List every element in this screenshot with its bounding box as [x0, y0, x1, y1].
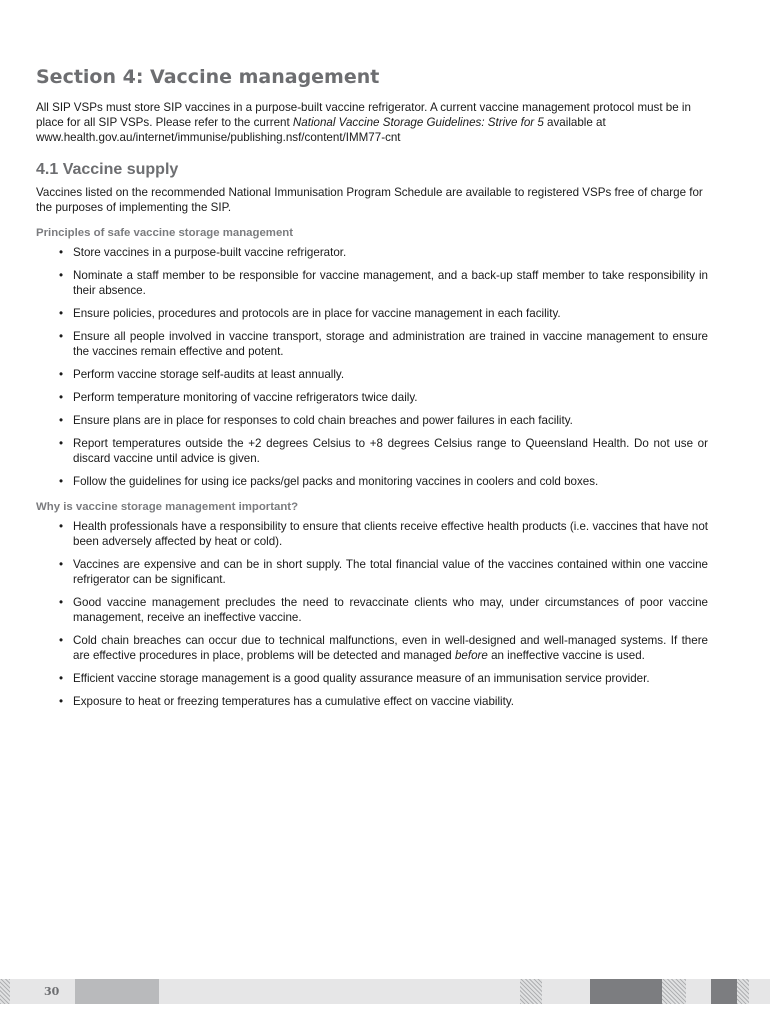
list-item: [36, 367, 708, 382]
footer-bar-segment: [520, 979, 542, 1004]
bullet-icon: •: [59, 330, 64, 343]
list-item-text: Exposure to heat or freezing temperatures has a cumulative effect on vaccine viability.: [73, 695, 515, 708]
bullet-icon: •: [59, 695, 64, 708]
list-item: [36, 306, 708, 321]
list-item: [36, 557, 708, 587]
bullet-icon: •: [59, 596, 64, 609]
list-item-text: Follow the guidelines for using ice packs/gel packs and monitoring vaccines in coolers and cold boxes.: [73, 475, 599, 488]
footer-bar-segment: [0, 979, 10, 1004]
list-item-text: Ensure policies, procedures and protocols are in place for vaccine management in each facility.: [73, 307, 561, 320]
intro-text-part1: All SIP VSPs must store SIP vaccines in a purpose-built vaccine refrigerator. A current vaccine management protocol must be in place for all SIP VSPs. Please refer to the current: [36, 101, 691, 129]
bullet-icon: •: [59, 391, 64, 404]
list-item-text: Good vaccine management precludes the need to revaccinate clients who may, under circumstances of poor vaccine management, receive an ineffective vaccine.: [73, 596, 708, 624]
intro-guidelines-title: National Vaccine Storage Guidelines: Strive for 5: [292, 116, 544, 129]
footer-bar-segment: [159, 979, 520, 1004]
list-item: [36, 633, 708, 663]
list-item-text: Health professionals have a responsibility to ensure that clients receive effective health products (i.e. vaccines that have not been adversely affected by heat or cold).: [73, 520, 708, 548]
bullet-icon: •: [59, 672, 64, 685]
footer-bar-segment: [662, 979, 686, 1004]
bullet-icon: •: [59, 558, 64, 571]
section-intro: [36, 100, 708, 145]
intro-text-part2: available at www.health.gov.au/internet/immunise/publishing.nsf/content/IMM77-cnt: [36, 116, 606, 144]
list-item-text-part1: Cold chain breaches can occur due to technical malfunctions, even in well-designed and well-managed systems. If there are effective procedures in place, problems will be detected and managed: [73, 634, 708, 662]
list-item: [36, 436, 708, 466]
bullet-icon: •: [59, 437, 64, 450]
page-number: 30: [44, 985, 60, 998]
footer-decorative-bar: [0, 979, 770, 1004]
list-item-emphasis: before: [454, 649, 488, 662]
list-item: [36, 671, 708, 686]
bullet-icon: •: [59, 520, 64, 533]
list-item: [36, 245, 708, 260]
principles-list: [36, 245, 708, 489]
page-content: [36, 66, 708, 721]
why-list: [36, 519, 708, 709]
list-item-text: Efficient vaccine storage management is a good quality assurance measure of an immunisation service provider.: [73, 672, 650, 685]
bullet-icon: •: [59, 246, 64, 259]
footer-bar-segment: [590, 979, 662, 1004]
list-item: [36, 413, 708, 428]
footer-bar-segment: [737, 979, 749, 1004]
list-item-text: Ensure plans are in place for responses to cold chain breaches and power failures in each facility.: [73, 414, 573, 427]
footer-bar-segment: [542, 979, 590, 1004]
bullet-icon: •: [59, 368, 64, 381]
list-item: [36, 329, 708, 359]
bullet-icon: •: [59, 634, 64, 647]
why-heading: Why is vaccine storage management important?: [36, 501, 299, 513]
bullet-icon: •: [59, 307, 64, 320]
list-item: [36, 595, 708, 625]
list-item-text: Perform vaccine storage self-audits at least annually.: [73, 368, 345, 381]
list-item-text: Perform temperature monitoring of vaccine refrigerators twice daily.: [73, 391, 418, 404]
list-item-text-part2: an ineffective vaccine is used.: [487, 649, 645, 662]
list-item-text: Vaccines are expensive and can be in short supply. The total financial value of the vaccines contained within one vaccine refrigerator can be significant.: [73, 558, 708, 586]
list-item-text: Nominate a staff member to be responsible for vaccine management, and a back-up staff member to take responsibility in their absence.: [73, 269, 708, 297]
list-item: [36, 694, 708, 709]
footer-bar-segment: [686, 979, 711, 1004]
list-item: [36, 390, 708, 405]
list-item-text: Store vaccines in a purpose-built vaccine refrigerator.: [73, 246, 347, 259]
principles-heading: Principles of safe vaccine storage management: [36, 227, 294, 239]
vaccine-supply-heading: 4.1 Vaccine supply: [36, 161, 179, 178]
footer-bar-segment: [749, 979, 770, 1004]
bullet-icon: •: [59, 414, 64, 427]
footer-bar-segment: [711, 979, 737, 1004]
list-item: [36, 519, 708, 549]
bullet-icon: •: [59, 269, 64, 282]
footer-bar-segment: [10, 979, 75, 1004]
list-item: [36, 474, 708, 489]
list-item-text: Ensure all people involved in vaccine transport, storage and administration are trained in vaccine management to ensure the vaccines remain effective and potent.: [73, 330, 708, 358]
vaccine-supply-text: Vaccines listed on the recommended National Immunisation Program Schedule are available to registered VSPs free of charge for the purposes of implementing the SIP.: [36, 186, 703, 214]
list-item: [36, 268, 708, 298]
section-title: Section 4: Vaccine management: [36, 66, 380, 88]
list-item-text: Report temperatures outside the +2 degrees Celsius to +8 degrees Celsius range to Queensland Health. Do not use or discard vaccine until advice is given.: [73, 437, 708, 465]
footer-bar-segment: [75, 979, 159, 1004]
bullet-icon: •: [59, 475, 64, 488]
